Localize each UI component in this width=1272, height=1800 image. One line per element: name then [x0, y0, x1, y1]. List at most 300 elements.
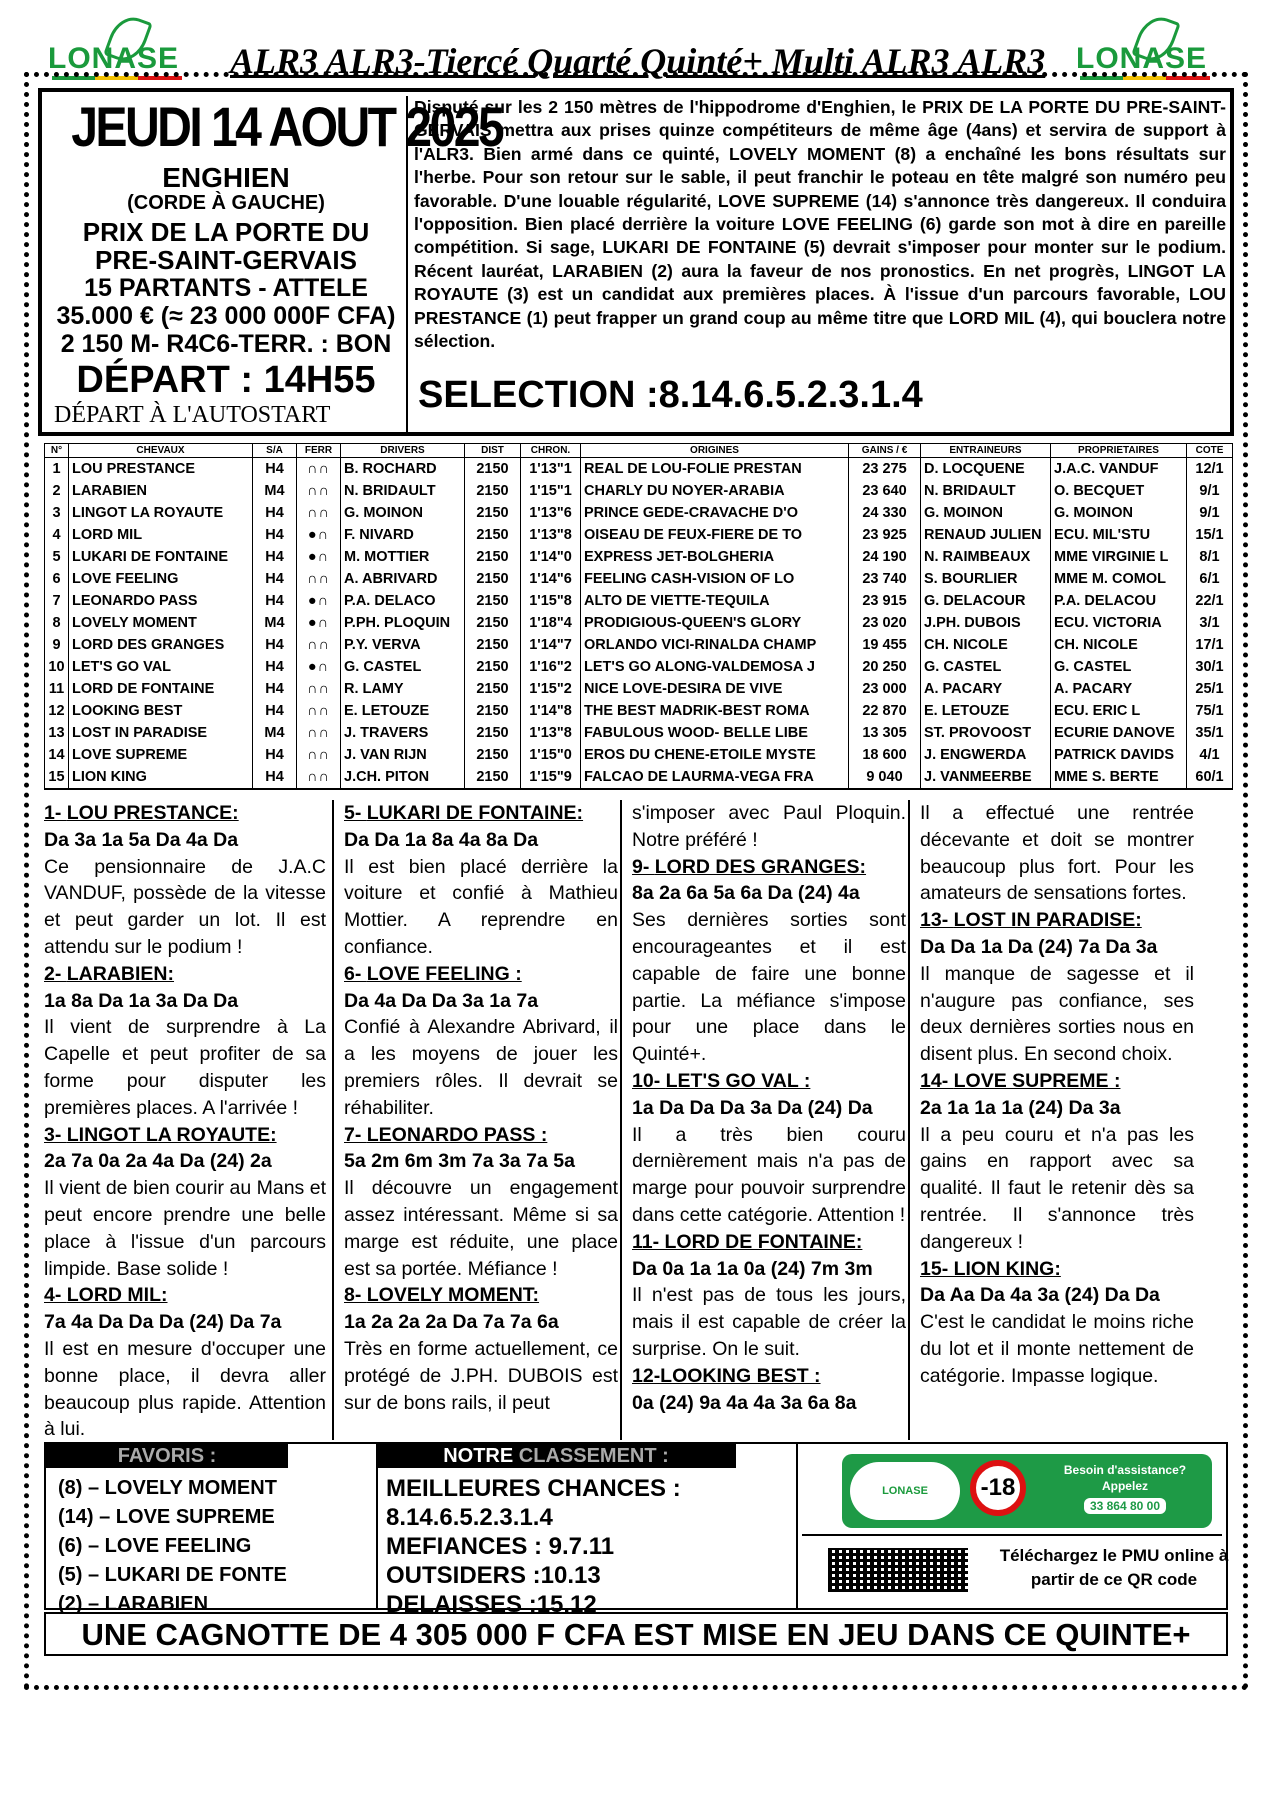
horse-performances: 1a 8a Da 1a 3a Da Da	[44, 989, 239, 1012]
table-cell: 1'14"7	[521, 634, 581, 656]
table-cell: 1'13"1	[521, 458, 581, 481]
horse-performances: 1a Da Da Da 3a Da (24) Da	[632, 1096, 873, 1119]
best-values: 8.14.6.5.2.3.1.4	[386, 1504, 553, 1531]
best-label: MEILLEURES CHANCES :	[386, 1475, 681, 1502]
table-cell: PRODIGIOUS-QUEEN'S GLORY	[581, 612, 849, 634]
table-cell: 13	[45, 722, 69, 744]
table-cell: O. BECQUET	[1051, 480, 1187, 502]
comments-col-1	[44, 800, 326, 1440]
table-row	[45, 678, 1233, 700]
table-cell: 14	[45, 744, 69, 766]
col3-intro: s'imposer avec Paul Ploquin. Notre préféré !	[632, 802, 906, 851]
table-cell: CHARLY DU NOYER-ARABIA	[581, 480, 849, 502]
table-cell: H4	[253, 700, 297, 722]
column-header: S/A	[253, 444, 297, 458]
race-info-box	[38, 88, 1234, 436]
table-cell: P.A. DELACO	[341, 590, 465, 612]
table-row	[45, 590, 1233, 612]
table-cell: 1'13"8	[521, 722, 581, 744]
horseshoe-icon: ∩∩	[297, 722, 341, 744]
table-cell: CH. NICOLE	[1051, 634, 1187, 656]
table-cell: 2150	[465, 700, 521, 722]
horse-performances: 5a 2m 6m 3m 7a 3a 7a 5a	[344, 1150, 575, 1173]
table-cell: G. CASTEL	[341, 656, 465, 678]
table-row	[45, 656, 1233, 678]
classement-label: NOTRE CLASSEMENT :	[376, 1444, 736, 1468]
table-cell: LET'S GO VAL	[69, 656, 253, 678]
table-cell: N. BRIDAULT	[921, 480, 1051, 502]
table-cell: 8	[45, 612, 69, 634]
table-cell: P.A. DELACOU	[1051, 590, 1187, 612]
horseshoe-icon: ∩∩	[297, 480, 341, 502]
table-cell: LOU PRESTANCE	[69, 458, 253, 481]
table-cell: J.PH. DUBOIS	[921, 612, 1051, 634]
table-row	[45, 744, 1233, 766]
table-cell: NICE LOVE-DESIRA DE VIVE	[581, 678, 849, 700]
table-cell: H4	[253, 766, 297, 789]
table-cell: 13 305	[849, 722, 921, 744]
column-header: ENTRAINEURS	[921, 444, 1051, 458]
table-cell: FALCAO DE LAURMA-VEGA FRA	[581, 766, 849, 789]
horse-performances: Da 3a 1a 5a Da 4a Da	[44, 828, 239, 851]
table-cell: 2	[45, 480, 69, 502]
horse-comment-text: Confié à Alexandre Abrivard, il a les moyens de jouer les premiers rôles. Il devrait se réhabiliter.	[344, 1016, 618, 1119]
column-header: N°	[45, 444, 69, 458]
table-cell: A. PACARY	[921, 678, 1051, 700]
table-cell: 2150	[465, 722, 521, 744]
table-cell: H4	[253, 590, 297, 612]
table-cell: FEELING CASH-VISION OF LO	[581, 568, 849, 590]
table-cell: THE BEST MADRIK-BEST ROMA	[581, 700, 849, 722]
table-cell: LEONARDO PASS	[69, 590, 253, 612]
table-row	[45, 612, 1233, 634]
table-cell: OISEAU DE FEUX-FIERE DE TO	[581, 524, 849, 546]
no-18-icon: -18	[970, 1460, 1026, 1516]
table-cell: ECU. VICTORIA	[1051, 612, 1187, 634]
table-cell: J. ENGWERDA	[921, 744, 1051, 766]
table-row	[45, 766, 1233, 789]
table-row	[45, 502, 1233, 524]
horse-comment-text: Très en forme actuellement, ce protégé de J.PH. DUBOIS est sur de bons rails, il peut	[344, 1337, 618, 1414]
horse-performances: Da 0a 1a 1a 0a (24) 7m 3m	[632, 1257, 873, 1280]
horse-performances: Da Aa Da 4a 3a (24) Da Da	[920, 1284, 1160, 1307]
table-cell: 24 190	[849, 546, 921, 568]
selection: SELECTION :8.14.6.5.2.3.1.4	[418, 374, 923, 416]
lonase-badge: LONASE	[850, 1462, 960, 1520]
classement-list	[386, 1474, 681, 1619]
table-cell: LOVELY MOMENT	[69, 612, 253, 634]
horse-performances: 2a 1a 1a 1a (24) Da 3a	[920, 1096, 1121, 1119]
column-header: GAINS / €	[849, 444, 921, 458]
table-cell: 35/1	[1187, 722, 1233, 744]
horse-comment-title: 4- LORD MIL:	[44, 1284, 168, 1307]
table-cell: LOOKING BEST	[69, 700, 253, 722]
table-cell: A. ABRIVARD	[341, 568, 465, 590]
table-cell: P.PH. PLOQUIN	[341, 612, 465, 634]
table-row	[45, 524, 1233, 546]
table-cell: 1'18"4	[521, 612, 581, 634]
horse-comment-text: Ce pensionnaire de J.A.C VANDUF, possède de la vitesse et peut garder un lot. Il est attendu sur le podium !	[44, 855, 326, 958]
track-direction: (CORDE À GAUCHE)	[127, 192, 325, 214]
table-cell: H4	[253, 656, 297, 678]
column-header: DIST	[465, 444, 521, 458]
table-cell: 1'13"8	[521, 524, 581, 546]
favori-item: (14) – LOVE SUPREME	[58, 1506, 275, 1528]
horse-comment-text: Il est bien placé derrière la voiture et confié à Mathieu Mottier. A reprendre en confiance.	[344, 855, 618, 958]
bottom-box	[44, 1442, 1229, 1618]
table-cell: 23 000	[849, 678, 921, 700]
horse-comment-title: 7- LEONARDO PASS :	[344, 1123, 548, 1146]
table-cell: 2150	[465, 546, 521, 568]
table-cell: EROS DU CHENE-ETOILE MYSTE	[581, 744, 849, 766]
table-row	[45, 634, 1233, 656]
table-cell: 2150	[465, 458, 521, 481]
horse-comment-title: 1- LOU PRESTANCE:	[44, 802, 239, 824]
classement-panel	[376, 1444, 798, 1618]
table-cell: H4	[253, 744, 297, 766]
horse-comment-text: Il découvre un engagement assez intéressant. Même si sa marge est réduite, une place est sa portée. Méfiance !	[344, 1177, 618, 1280]
table-cell: LUKARI DE FONTAINE	[69, 546, 253, 568]
column-header: PROPRIETAIRES	[1051, 444, 1187, 458]
table-cell: ECU. ERIC L	[1051, 700, 1187, 722]
table-cell: 2150	[465, 678, 521, 700]
race-synopsis: Disputé sur les 2 150 mètres de l'hippodrome d'Enghien, le PRIX DE LA PORTE DU PRE-SAINT-GERVAIS mettra aux prises quinze compétiteurs de même âge (4ans) et servira de support à l'ALR3. Bien armé dans ce quinté, LOVELY MOMENT (8) a enchaîné les bons résultats sur l'herbe. Pour son retour sur le sable, il peut franchir le poteau en tête malgré son numéro peu favorable. D'une louable régularité, LOVE SUPREME (14) s'annonce très dangereux. Il conduira l'opposition. Bien placé derrière la voiture LOVE FEELING (6) garde son mot à dire en pareille compétition. Si sage, LUKARI DE FONTAINE (5) devrait s'imposer pour monter sur le podium. Récent lauréat, LARABIEN (2) aura la faveur de nos pronostics. En net progrès, LINGOT LA ROYAUTE (3) est un candidat aux premières places. À l'issue d'un parcours favorable, LOU PRESTANCE (1) peut frapper un grand coup au même titre que LORD MIL (4), qui bouclera notre sélection.	[414, 97, 1226, 352]
table-cell: 60/1	[1187, 766, 1233, 789]
table-cell: S. BOURLIER	[921, 568, 1051, 590]
horse-comment-title: 6- LOVE FEELING :	[344, 962, 522, 985]
table-cell: LORD DES GRANGES	[69, 634, 253, 656]
table-cell: A. PACARY	[1051, 678, 1187, 700]
horse-comment-title: 12-LOOKING BEST :	[632, 1364, 821, 1387]
table-cell: G. MOINON	[341, 502, 465, 524]
horseshoe-icon: ●∩	[297, 524, 341, 546]
table-cell: 25/1	[1187, 678, 1233, 700]
table-cell: 11	[45, 678, 69, 700]
favori-item: (2) – LARABIEN	[58, 1593, 209, 1615]
table-cell: 10	[45, 656, 69, 678]
table-cell: LOVE FEELING	[69, 568, 253, 590]
table-cell: G. MOINON	[921, 502, 1051, 524]
column-header: DRIVERS	[341, 444, 465, 458]
table-cell: 22 870	[849, 700, 921, 722]
favori-item: (8) – LOVELY MOMENT	[58, 1477, 277, 1499]
table-cell: 12	[45, 700, 69, 722]
horse-comment-text: Ses dernières sorties sont encourageantes et il est capable de faire une bonne partie. La méfiance s'impose pour une place dans le Quinté+.	[632, 909, 906, 1066]
table-cell: 15	[45, 766, 69, 789]
table-cell: PATRICK DAVIDS	[1051, 744, 1187, 766]
race-details	[46, 95, 503, 432]
horse-comment-title: 2- LARABIEN:	[44, 962, 175, 985]
horse-performances: Da Da 1a 8a 4a 8a Da	[344, 828, 539, 851]
horse-comment-text: Il vient de surprendre à La Capelle et peut profiter de sa forme pour disputer les premières places. A l'arrivée !	[44, 1016, 326, 1119]
table-cell: 1'14"6	[521, 568, 581, 590]
col4-intro: Il a effectué une rentrée décevante et doit se montrer beaucoup plus fort. Pour les amateurs de sensations fortes.	[920, 802, 1194, 905]
table-cell: 12/1	[1187, 458, 1233, 481]
table-cell: FABULOUS WOOD- BELLE LIBE	[581, 722, 849, 744]
qr-text: Téléchargez le PMU online à partir de ce QR code	[999, 1546, 1229, 1589]
table-cell: 23 925	[849, 524, 921, 546]
table-cell: 2150	[465, 634, 521, 656]
horse-performances: 8a 2a 6a 5a 6a Da (24) 4a	[632, 882, 860, 905]
table-cell: 6/1	[1187, 568, 1233, 590]
table-cell: ORLANDO VICI-RINALDA CHAMP	[581, 634, 849, 656]
horse-performances: 0a (24) 9a 4a 4a 3a 6a 8a	[632, 1391, 857, 1414]
table-cell: H4	[253, 458, 297, 481]
departure-time: DÉPART : 14H55	[76, 359, 376, 401]
horseshoe-icon: ●∩	[297, 656, 341, 678]
table-cell: REAL DE LOU-FOLIE PRESTAN	[581, 458, 849, 481]
table-cell: 18 600	[849, 744, 921, 766]
table-body	[45, 458, 1233, 790]
table-cell: G. CASTEL	[1051, 656, 1187, 678]
table-cell: J.A.C. VANDUF	[1051, 458, 1187, 481]
horseshoe-icon: ∩∩	[297, 766, 341, 789]
comments-col-3	[620, 800, 906, 1440]
table-cell: E. LETOUZE	[341, 700, 465, 722]
table-cell: LOST IN PARADISE	[69, 722, 253, 744]
horse-comment-text: Il manque de sagesse et il n'augure pas confiance, ses deux dernières sorties nous en disent plus. En second choix.	[920, 962, 1194, 1066]
table-cell: 2150	[465, 766, 521, 789]
horseshoe-icon: ●∩	[297, 590, 341, 612]
table-cell: J. VANMEERBE	[921, 766, 1051, 789]
table-cell: 1'14"0	[521, 546, 581, 568]
table-cell: EXPRESS JET-BOLGHERIA	[581, 546, 849, 568]
outsiders: OUTSIDERS :10.13	[386, 1562, 601, 1589]
horse-performances: 2a 7a 0a 2a 4a Da (24) 2a	[44, 1150, 272, 1173]
table-cell: J. TRAVERS	[341, 722, 465, 744]
phone-icon-number: 33 864 80 00	[1084, 1498, 1166, 1514]
table-cell: PRINCE GEDE-CRAVACHE D'O	[581, 502, 849, 524]
horseshoe-icon: ∩∩	[297, 678, 341, 700]
table-cell: 1'15"2	[521, 678, 581, 700]
table-cell: 30/1	[1187, 656, 1233, 678]
table-cell: 1'15"8	[521, 590, 581, 612]
horse-comment-title: 8- LOVELY MOMENT:	[344, 1284, 540, 1307]
comments-col-4	[908, 800, 1194, 1440]
horse-comment-text: Il a peu couru et n'a pas les gains en rapport avec sa qualité. Il faut le retenir dès sa rentrée. Il s'annonce très dangereux !	[920, 1123, 1194, 1253]
horse-comment-title: 9- LORD DES GRANGES:	[632, 855, 867, 878]
table-cell: 7	[45, 590, 69, 612]
column-header: ORIGINES	[581, 444, 849, 458]
table-row	[45, 722, 1233, 744]
table-cell: 2150	[465, 524, 521, 546]
column-header: CHEVAUX	[69, 444, 253, 458]
qr-code[interactable]	[828, 1548, 968, 1592]
table-cell: 9/1	[1187, 480, 1233, 502]
table-cell: 4	[45, 524, 69, 546]
table-cell: 1	[45, 458, 69, 481]
table-row	[45, 458, 1233, 481]
favori-item: (6) – LOVE FEELING	[58, 1535, 252, 1557]
table-cell: P.Y. VERVA	[341, 634, 465, 656]
table-cell: 1'16"2	[521, 656, 581, 678]
table-cell: ECU. MIL'STU	[1051, 524, 1187, 546]
table-cell: G. CASTEL	[921, 656, 1051, 678]
track-name: ENGHIEN	[162, 162, 290, 193]
table-cell: 1'15"0	[521, 744, 581, 766]
delaisses: DELAISSES :15.12	[386, 1591, 597, 1618]
table-cell: LORD DE FONTAINE	[69, 678, 253, 700]
favori-item: (5) – LUKARI DE FONTE	[58, 1564, 287, 1586]
horseshoe-icon: ∩∩	[297, 744, 341, 766]
table-cell: N. RAIMBEAUX	[921, 546, 1051, 568]
table-cell: 2150	[465, 744, 521, 766]
favoris-list	[58, 1474, 287, 1619]
help-text: Besoin d'assistance? Appelez 33 864 80 00	[1063, 1463, 1187, 1513]
table-cell: 2150	[465, 590, 521, 612]
table-cell: G. MOINON	[1051, 502, 1187, 524]
horse-comment-title: 5- LUKARI DE FONTAINE:	[344, 802, 584, 824]
header-title: ALR3 ALR3-Tiercé Quarté Quinté+ Multi ALR3 ALR3	[230, 41, 1046, 81]
table-cell: 75/1	[1187, 700, 1233, 722]
horse-performances: Da 4a Da Da 3a 1a 7a	[344, 989, 539, 1012]
table-cell: J.CH. PITON	[341, 766, 465, 789]
table-cell: LINGOT LA ROYAUTE	[69, 502, 253, 524]
table-cell: M4	[253, 722, 297, 744]
table-cell: 23 275	[849, 458, 921, 481]
race-date: JEUDI 14 AOUT 2025	[71, 95, 503, 158]
horse-comment-title: 15- LION KING:	[920, 1257, 1061, 1280]
runners-table	[44, 443, 1233, 790]
table-cell: 6	[45, 568, 69, 590]
horse-comment-title: 10- LET'S GO VAL :	[632, 1069, 811, 1092]
table-cell: F. NIVARD	[341, 524, 465, 546]
mefiances: MEFIANCES : 9.7.11	[386, 1533, 615, 1560]
race-name-2: PRE-SAINT-GERVAIS	[95, 245, 357, 275]
horse-comment-title: 13- LOST IN PARADISE:	[920, 909, 1142, 932]
table-cell: RENAUD JULIEN	[921, 524, 1051, 546]
horseshoe-icon: ∩∩	[297, 502, 341, 524]
table-cell: 15/1	[1187, 524, 1233, 546]
table-cell: 2150	[465, 502, 521, 524]
table-cell: 9 040	[849, 766, 921, 789]
horse-performances: Da Da 1a Da (24) 7a Da 3a	[920, 935, 1158, 958]
table-cell: 1'15"1	[521, 480, 581, 502]
table-cell: G. DELACOUR	[921, 590, 1051, 612]
table-cell: ALTO DE VIETTE-TEQUILA	[581, 590, 849, 612]
table-cell: 22/1	[1187, 590, 1233, 612]
table-cell: ST. PROVOOST	[921, 722, 1051, 744]
table-cell: J. VAN RIJN	[341, 744, 465, 766]
table-cell: 1'13"6	[521, 502, 581, 524]
table-cell: 20 250	[849, 656, 921, 678]
table-cell: B. ROCHARD	[341, 458, 465, 481]
horse-performances: 7a 4a Da Da Da (24) Da 7a	[44, 1311, 282, 1334]
horseshoe-icon: ∩∩	[297, 568, 341, 590]
horse-comment-text: Il est en mesure d'occuper une bonne place, il devra aller beaucoup plus rapide. Attention à lui.	[44, 1337, 326, 1441]
table-cell: 1'14"8	[521, 700, 581, 722]
table-cell: 2150	[465, 568, 521, 590]
horse-comment-title: 14- LOVE SUPREME :	[920, 1069, 1121, 1092]
table-cell: ECURIE DANOVE	[1051, 722, 1187, 744]
table-cell: E. LETOUZE	[921, 700, 1051, 722]
table-cell: M. MOTTIER	[341, 546, 465, 568]
table-cell: H4	[253, 678, 297, 700]
table-cell: 23 640	[849, 480, 921, 502]
horseshoe-icon: ●∩	[297, 612, 341, 634]
column-header: CHRON.	[521, 444, 581, 458]
table-cell: 1'15"9	[521, 766, 581, 789]
table-row	[45, 480, 1233, 502]
horse-comment-title: 3- LINGOT LA ROYAUTE:	[44, 1123, 277, 1146]
lonase-logo-left: LONASE	[48, 14, 188, 76]
start-type: DÉPART À L'AUTOSTART	[54, 402, 331, 428]
table-cell: 19 455	[849, 634, 921, 656]
table-cell: M4	[253, 480, 297, 502]
table-cell: LION KING	[69, 766, 253, 789]
horse-comment-text: Il a très bien couru dernièrement mais n'a pas de marge pour pouvoir surprendre dans cette catégorie. Attention !	[632, 1123, 906, 1226]
table-cell: 2150	[465, 656, 521, 678]
table-cell: N. BRIDAULT	[341, 480, 465, 502]
table-cell: H4	[253, 524, 297, 546]
favoris-label: FAVORIS :	[46, 1444, 288, 1468]
table-cell: 2150	[465, 612, 521, 634]
table-cell: MME S. BERTE	[1051, 766, 1187, 789]
jackpot-banner: UNE CAGNOTTE DE 4 305 000 F CFA EST MISE EN JEU DANS CE QUINTE+	[44, 1612, 1228, 1656]
table-row	[45, 568, 1233, 590]
table-cell: M4	[253, 612, 297, 634]
table-cell: 23 740	[849, 568, 921, 590]
table-cell: 4/1	[1187, 744, 1233, 766]
table-cell: 3	[45, 502, 69, 524]
table-cell: 23 020	[849, 612, 921, 634]
table-row	[45, 700, 1233, 722]
race-conditions: 2 150 M- R4C6-TERR. : BON	[60, 330, 392, 358]
table-cell: H4	[253, 546, 297, 568]
column-header: COTE	[1187, 444, 1233, 458]
horse-comment-text: C'est le candidat le moins riche du lot et il monte nettement de catégorie. Impasse logique.	[920, 1311, 1194, 1387]
horse-performances: 1a 2a 2a 2a Da 7a 7a 6a	[344, 1311, 559, 1334]
race-prize: 35.000 € (≈ 23 000 000F CFA)	[56, 302, 396, 330]
horseshoe-icon: ●∩	[297, 546, 341, 568]
table-cell: LORD MIL	[69, 524, 253, 546]
horseshoe-icon: ∩∩	[297, 634, 341, 656]
table-cell: 9	[45, 634, 69, 656]
horseshoe-icon: ∩∩	[297, 458, 341, 481]
table-cell: H4	[253, 634, 297, 656]
table-cell: 24 330	[849, 502, 921, 524]
favoris-panel	[46, 1444, 378, 1615]
table-cell: 23 915	[849, 590, 921, 612]
table-cell: 2150	[465, 480, 521, 502]
table-cell: 5	[45, 546, 69, 568]
table-cell: 8/1	[1187, 546, 1233, 568]
table-cell: LARABIEN	[69, 480, 253, 502]
table-cell: CH. NICOLE	[921, 634, 1051, 656]
responsible-gaming-banner	[802, 1450, 1222, 1536]
horse-comment-title: 11- LORD DE FONTAINE:	[632, 1230, 863, 1253]
lonase-logo-right: LONASE	[1076, 14, 1216, 76]
table-cell: 17/1	[1187, 634, 1233, 656]
table-cell: R. LAMY	[341, 678, 465, 700]
table-cell: MME VIRGINIE L	[1051, 546, 1187, 568]
horse-comment-text: Il vient de bien courir au Mans et peut encore prendre une belle place à l'issue d'un parcours limpide. Base solide !	[44, 1177, 326, 1280]
horseshoe-icon: ∩∩	[297, 700, 341, 722]
runners-count: 15 PARTANTS - ATTELE	[84, 274, 368, 302]
comments-section	[38, 800, 1234, 1440]
table-cell: D. LOCQUENE	[921, 458, 1051, 481]
table-cell: MME M. COMOL	[1051, 568, 1187, 590]
table-cell: 9/1	[1187, 502, 1233, 524]
table-header	[45, 444, 1233, 458]
comments-col-2	[332, 800, 618, 1440]
table-cell: H4	[253, 502, 297, 524]
table-cell: LET'S GO ALONG-VALDEMOSA J	[581, 656, 849, 678]
table-cell: LOVE SUPREME	[69, 744, 253, 766]
race-name-1: PRIX DE LA PORTE DU	[82, 217, 370, 247]
horse-comment-text: Il n'est pas de tous les jours, mais il est capable de créer la surprise. On le suit.	[632, 1284, 906, 1360]
column-header: FERR	[297, 444, 341, 458]
